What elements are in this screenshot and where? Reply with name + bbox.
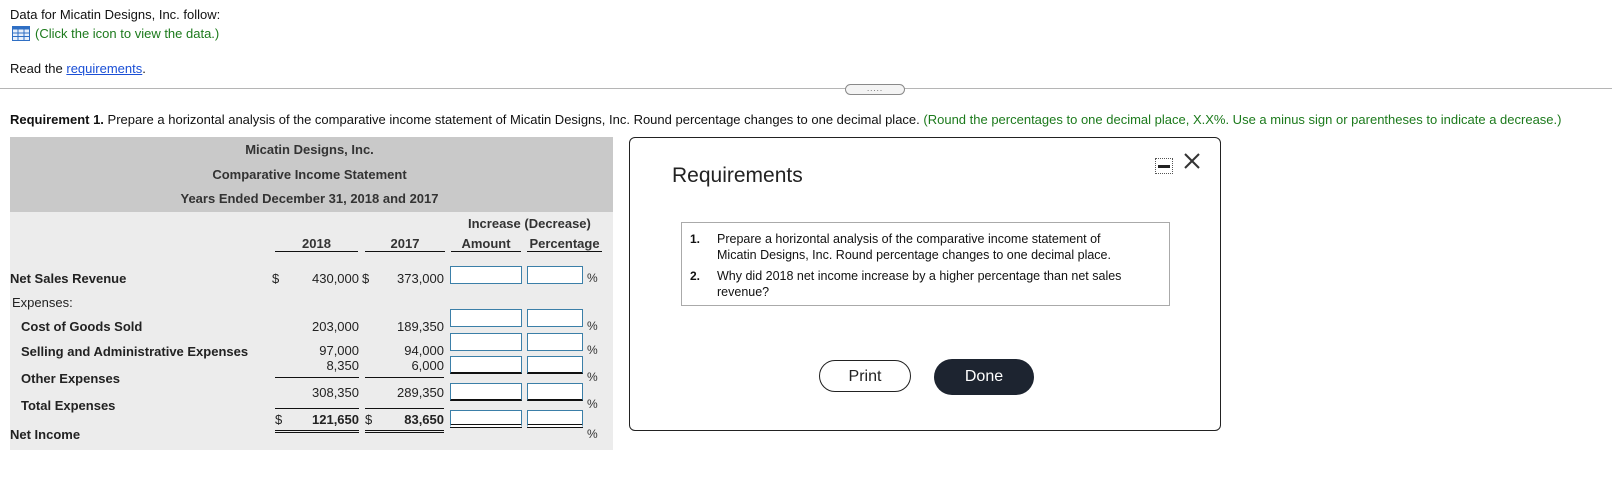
row-label-cogs: Cost of Goods Sold: [21, 319, 143, 334]
net-income-amount-input[interactable]: [450, 410, 522, 428]
net-sales-amount-input[interactable]: [450, 266, 522, 284]
row-label-net-sales: Net Sales Revenue: [10, 271, 127, 286]
dollar-sign: $: [272, 271, 280, 286]
requirement-number: 1.: [690, 232, 701, 246]
selling-admin-2017: 94,000: [404, 343, 444, 358]
requirement-instruction: [10, 112, 1561, 127]
total-expenses-amount-input[interactable]: [450, 383, 522, 401]
selling-admin-2018: 97,000: [319, 343, 359, 358]
col-header-2018: 2018: [275, 236, 358, 252]
table-data-icon[interactable]: [12, 26, 30, 41]
cogs-amount-input[interactable]: [450, 309, 522, 327]
total-expenses-2017: 289,350: [397, 385, 444, 400]
requirement-item-text: Why did 2018 net income increase by a higher percentage than net sales revenue?: [717, 269, 1122, 299]
col-header-amount: Amount: [451, 236, 521, 252]
read-requirements-line: [10, 61, 146, 76]
income-statement-table: [10, 137, 613, 450]
other-expenses-amount-input[interactable]: [450, 356, 522, 374]
percent-sign: %: [587, 319, 598, 333]
net-sales-percentage-input[interactable]: [527, 266, 583, 284]
percent-sign: %: [587, 370, 598, 384]
col-header-2017: 2017: [365, 236, 445, 252]
requirements-dialog: [629, 137, 1221, 431]
other-expenses-percentage-input[interactable]: [527, 356, 583, 374]
percent-sign: %: [587, 343, 598, 357]
close-icon[interactable]: [1183, 152, 1201, 170]
selling-admin-amount-input[interactable]: [450, 333, 522, 351]
requirement-hint: (Round the percentages to one decimal place, X.X%. Use a minus sign or parentheses to indicate a decrease.): [923, 112, 1562, 127]
requirements-link[interactable]: requirements: [66, 61, 143, 76]
section-divider: [0, 88, 1612, 89]
row-label-total-expenses: Total Expenses: [21, 398, 116, 413]
dialog-title: Requirements: [672, 164, 803, 187]
row-label-expenses: Expenses:: [12, 295, 73, 310]
percent-sign: %: [587, 397, 598, 411]
divider-drag-handle[interactable]: .....: [845, 84, 905, 95]
dollar-sign: $: [275, 408, 285, 433]
row-label-net-income: Net Income: [10, 427, 81, 442]
read-suffix: .: [142, 61, 146, 76]
row-label-other-expenses: Other Expenses: [21, 371, 120, 386]
selling-admin-percentage-input[interactable]: [527, 333, 583, 351]
company-name: Micatin Designs, Inc.: [245, 142, 374, 157]
requirement-number: 2.: [690, 269, 701, 283]
done-button[interactable]: Done: [934, 359, 1034, 395]
print-button[interactable]: Print: [819, 360, 911, 392]
requirement-label: Requirement 1.: [10, 112, 104, 127]
dollar-sign: $: [365, 408, 375, 433]
cogs-2018: 203,000: [312, 319, 359, 334]
row-label-selling-admin: Selling and Administrative Expenses: [21, 344, 249, 359]
net-sales-2018: 430,000: [312, 271, 359, 286]
increase-decrease-header: Increase (Decrease): [468, 216, 591, 231]
statement-title: Comparative Income Statement: [212, 167, 407, 182]
requirement-item-text: Prepare a horizontal analysis of the comparative income statement of Micatin Designs, Inc. Round percentage changes to one decimal place.: [717, 232, 1111, 262]
cogs-2017: 189,350: [397, 319, 444, 334]
statement-period: Years Ended December 31, 2018 and 2017: [180, 191, 439, 206]
requirement-text: Prepare a horizontal analysis of the comparative income statement of Micatin Designs, Inc. Round percentage changes to one decimal place.: [103, 112, 920, 127]
percent-sign: %: [587, 427, 598, 441]
other-expenses-2017: 6,000: [365, 358, 444, 378]
dollar-sign: $: [362, 271, 370, 286]
click-icon-hint: (Click the icon to view the data.): [35, 26, 220, 41]
other-expenses-2018: 8,350: [275, 358, 359, 378]
read-prefix: Read the: [10, 61, 67, 76]
total-expenses-2018: 308,350: [312, 385, 359, 400]
data-intro-text: Data for Micatin Designs, Inc. follow:: [10, 7, 221, 22]
net-income-percentage-input[interactable]: [527, 410, 583, 428]
statement-header: [10, 137, 613, 212]
col-header-percentage: Percentage: [527, 236, 602, 252]
net-sales-2017: 373,000: [397, 271, 444, 286]
percent-sign: %: [587, 271, 598, 285]
cogs-percentage-input[interactable]: [527, 309, 583, 327]
requirements-list: [681, 222, 1170, 306]
minimize-icon[interactable]: [1155, 158, 1173, 174]
net-income-2017: 83,650: [375, 408, 444, 433]
net-income-2018: 121,650: [285, 408, 359, 433]
total-expenses-percentage-input[interactable]: [527, 383, 583, 401]
